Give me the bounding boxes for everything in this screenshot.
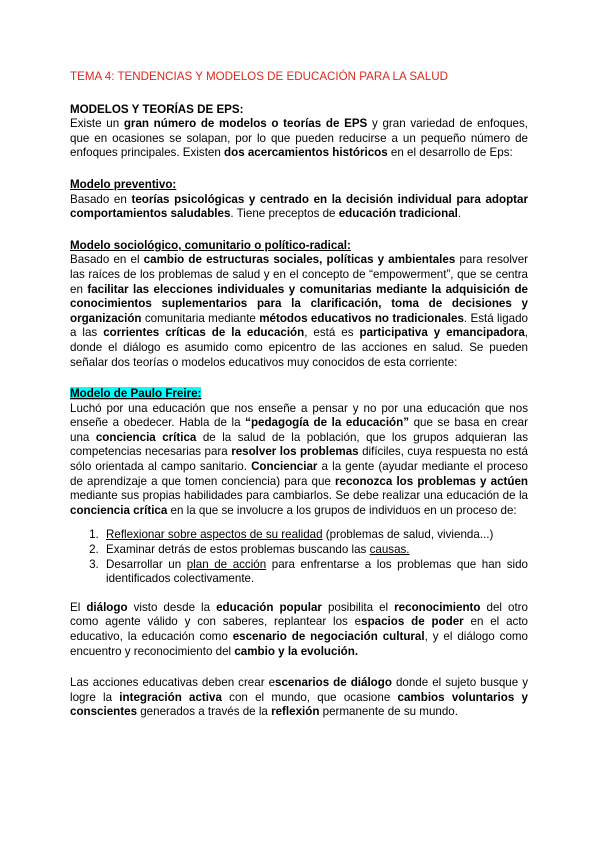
document-title: TEMA 4: TENDENCIAS Y MODELOS DE EDUCACIÓN PARA LA SALUD xyxy=(70,70,448,83)
heading-modelo-preventivo: Modelo preventivo: xyxy=(70,177,177,191)
heading-paulo-freire: Modelo de Paulo Freire: xyxy=(70,387,202,401)
list-item: 3. Desarrollar un plan de acción para enfrentarse a los problemas que han sido identificados colectivamente. xyxy=(102,558,528,587)
paragraph-acciones-educativas: Las acciones educativas deben crear escenarios de diálogo donde el sujeto busque y logre la integración activa con el mundo, que ocasione cambios voluntarios y conscientes generados a través de la reflexión permanente de su mundo. xyxy=(70,676,529,719)
paragraph-modelo-preventivo: Basado en teorías psicológicas y centrado en la decisión individual para adoptar comportamientos saludables. Tiene preceptos de educación tradicional. xyxy=(70,192,528,221)
paragraph-dialogo: El diálogo visto desde la educación popular posibilita el reconocimiento del otro como agente válido y con saberes, replantear los espacios de poder en el acto educativo, la educación como escenario de negociación cultural, y el diálogo como encuentro y reconocimiento del cambio y la evolución. xyxy=(70,600,529,658)
heading-modelo-sociologico: Modelo sociológico, comunitario o político-radical: xyxy=(70,238,351,252)
heading-modelos-teorias: MODELOS Y TEORÍAS DE EPS: xyxy=(70,102,244,116)
section-acciones-educativas xyxy=(70,676,528,720)
paragraph-paulo-freire: Luchó por una educación que nos enseñe a pensar y no por una educación que nos enseñe a obedecer. Habla de la “pedagogía de la educación” que se basa en crear una conciencia crítica de la salud de la población, que los grupos adquieran las competencias necesarias para resolver los problemas difíciles, cuya respuesta no está sólo orientada al campo sanitario. Concienciar a la gente (ayudar mediante el proceso de aprendizaje a que tomen conciencia) para que reconozca los problemas y actúen mediante sus propias habilidades para cambiarlos. Se debe realizar una educación de la conciencia crítica en la que se involucre a los grupos de individuos en un proceso de: xyxy=(70,401,528,517)
paragraph-modelo-sociologico: Basado en el cambio de estructuras sociales, políticas y ambientales para resolver las raíces de los problemas de salud y en el concepto de “empowerment”, que se centra en facilitar las elecciones individuales y comunitarias mediante la adquisición de conocimientos suplementarios para la clarificación, toma de decisiones y organización comunitaria mediante métodos educativos no tradicionales. Está ligado a las corrientes críticas de la educación, está es participativa y emancipadora, donde el diálogo es asumido como epicentro de las acciones en salud. Se pueden señalar dos teorías o modelos educativos muy conocidos de esta corriente: xyxy=(70,253,529,369)
process-list xyxy=(70,528,528,586)
document-page xyxy=(70,70,528,720)
section-modelos-teorias xyxy=(70,103,528,161)
section-modelo-preventivo xyxy=(70,178,528,222)
list-item: 1. Reflexionar sobre aspectos de su realidad (problemas de salud, vivienda...) xyxy=(102,528,528,543)
section-dialogo xyxy=(70,601,528,659)
list-item: 2. Examinar detrás de estos problemas buscando las causas. xyxy=(102,543,528,558)
paragraph-modelos-teorias: Existe un gran número de modelos o teorías de EPS y gran variedad de enfoques, que en ocasiones se solapan, por lo que pueden reducirse a un pequeño número de enfoques principales. Existen dos acercamientos históricos en el desarrollo de Eps: xyxy=(70,117,529,160)
section-modelo-sociologico xyxy=(70,239,528,370)
section-paulo-freire xyxy=(70,387,528,587)
